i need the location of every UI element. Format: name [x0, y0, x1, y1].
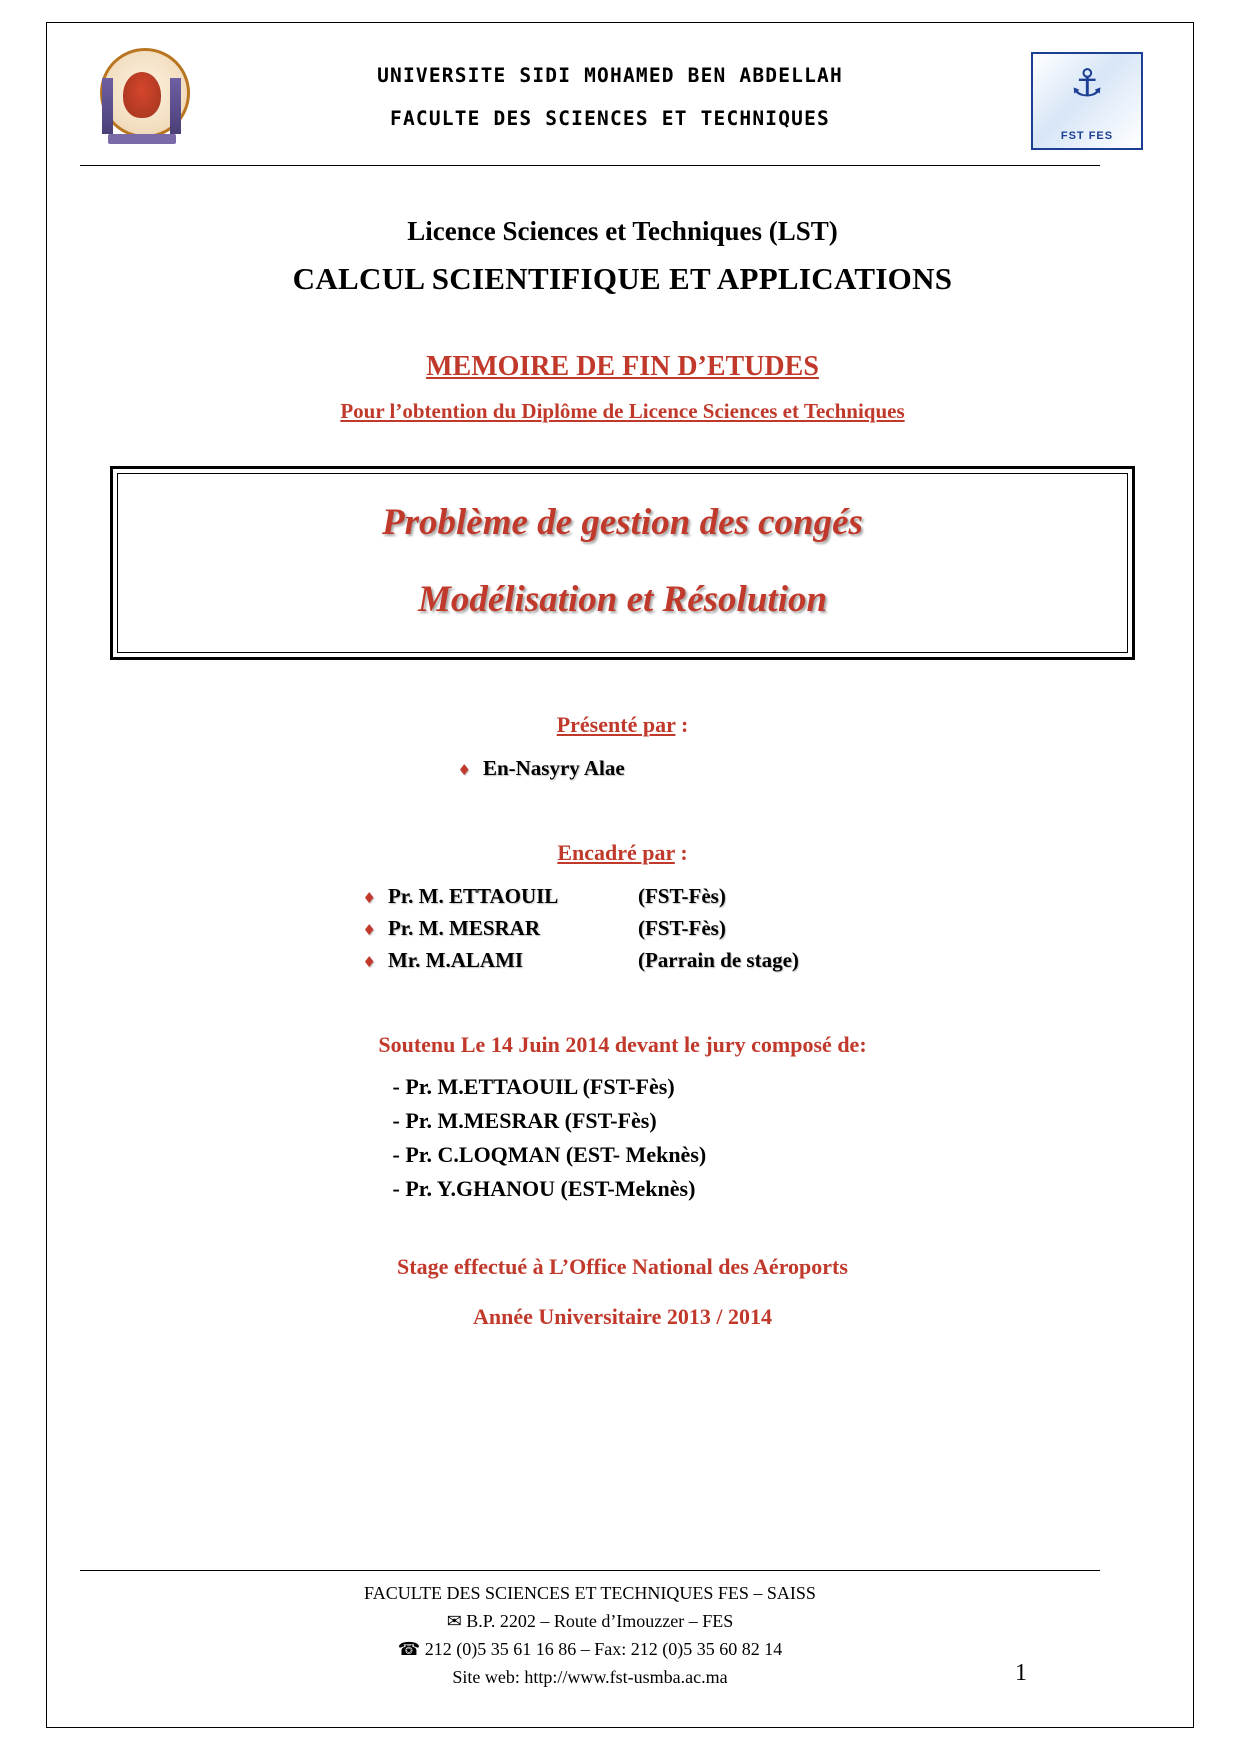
footer-address-text: B.P. 2202 – Route d’Imouzzer – FES — [466, 1611, 734, 1631]
presented-by-label — [80, 712, 1165, 738]
student-name: En-Nasyry Alae — [482, 756, 625, 780]
university-name-block — [230, 64, 990, 150]
list-item — [458, 756, 788, 781]
thesis-title-frame — [110, 466, 1135, 660]
diamond-bullet-icon: ♦ — [457, 761, 471, 779]
phone-icon: ☎ — [397, 1639, 421, 1659]
supervisor-affiliation: (FST-Fès) — [637, 884, 726, 908]
footer-text-block — [80, 1583, 1100, 1688]
footer-phone-text: 212 (0)5 35 61 16 86 – Fax: 212 (0)5 35 60 82 14 — [424, 1639, 783, 1659]
thesis-title-line-2: Modélisation et Résolution — [417, 579, 828, 620]
supervisor-name: Pr. M. MESRAR — [387, 916, 540, 940]
footer-line-phone — [80, 1639, 1100, 1660]
mail-icon: ✉ — [446, 1611, 462, 1631]
memoire-heading: MEMOIRE DE FIN D’ETUDES — [426, 351, 819, 382]
supervised-by-label-colon: : — [674, 840, 688, 865]
list-item: - Pr. C.LOQMAN (EST- Meknès) — [392, 1142, 707, 1167]
presented-by-label-colon: : — [675, 712, 689, 737]
supervisors-list-wrapper — [80, 866, 1165, 980]
students-list — [458, 756, 788, 781]
footer-line-address — [80, 1611, 1100, 1632]
supervisors-list — [363, 884, 883, 973]
page-number: 1 — [1015, 1660, 1027, 1686]
list-item — [363, 916, 883, 941]
supervised-by-label — [80, 840, 1165, 866]
supervisor-affiliation: (FST-Fès) — [637, 916, 726, 940]
fst-logo-glyph: ⚓ — [1069, 61, 1105, 105]
program-title: CALCUL SCIENTIFIQUE ET APPLICATIONS — [292, 261, 953, 296]
list-item — [363, 884, 883, 909]
students-list-wrapper — [80, 738, 1165, 788]
supervisor-name: Pr. M. ETTAOUIL — [387, 884, 559, 908]
page-content — [80, 40, 1165, 1330]
supervisor-affiliation: (Parrain de stage) — [637, 948, 799, 972]
footer-line-website: Site web: http://www.fst-usmba.ac.ma — [452, 1667, 728, 1687]
diamond-bullet-icon: ♦ — [362, 889, 376, 907]
degree-line: Licence Sciences et Techniques (LST) — [407, 216, 838, 246]
presented-by-label-text: Présenté par — [556, 712, 676, 737]
document-footer — [80, 1570, 1165, 1695]
usmba-university-seal-icon — [92, 42, 192, 160]
fst-logo-text: FST FES — [1060, 130, 1114, 142]
footer-line-faculty: FACULTE DES SCIENCES ET TECHNIQUES FES – SAISS — [364, 1583, 816, 1603]
supervised-by-label-text: Encadré par — [557, 840, 675, 865]
supervisor-name: Mr. M.ALAMI — [387, 948, 524, 972]
header-divider — [80, 165, 1100, 166]
document-header — [80, 40, 1165, 170]
thesis-title-line-1: Problème de gestion des congés — [382, 502, 863, 543]
list-item — [363, 948, 883, 973]
list-item: - Pr. Y.GHANOU (EST-Meknès) — [392, 1176, 696, 1201]
diamond-bullet-icon: ♦ — [362, 921, 376, 939]
university-line-2: FACULTE DES SCIENCES ET TECHNIQUES — [390, 107, 830, 130]
internship-line: Stage effectué à L’Office National des Aéroports — [397, 1254, 848, 1279]
university-line-1: UNIVERSITE SIDI MOHAMED BEN ABDELLAH — [377, 64, 843, 87]
diamond-bullet-icon: ♦ — [362, 953, 376, 971]
list-item: - Pr. M.ETTAOUIL (FST-Fès) — [392, 1074, 675, 1099]
memoire-subheading: Pour l’obtention du Diplôme de Licence Sciences et Techniques — [340, 399, 905, 423]
academic-year-line: Année Universitaire 2013 / 2014 — [472, 1304, 772, 1329]
list-item: - Pr. M.MESRAR (FST-Fès) — [392, 1108, 657, 1133]
defense-heading: Soutenu Le 14 Juin 2014 devant le jury composé de: — [378, 1032, 867, 1057]
fst-fes-logo-icon — [1031, 52, 1143, 150]
thesis-title-inner-frame — [117, 473, 1128, 653]
jury-list-wrapper — [80, 1074, 1165, 1210]
footer-divider — [80, 1570, 1100, 1571]
